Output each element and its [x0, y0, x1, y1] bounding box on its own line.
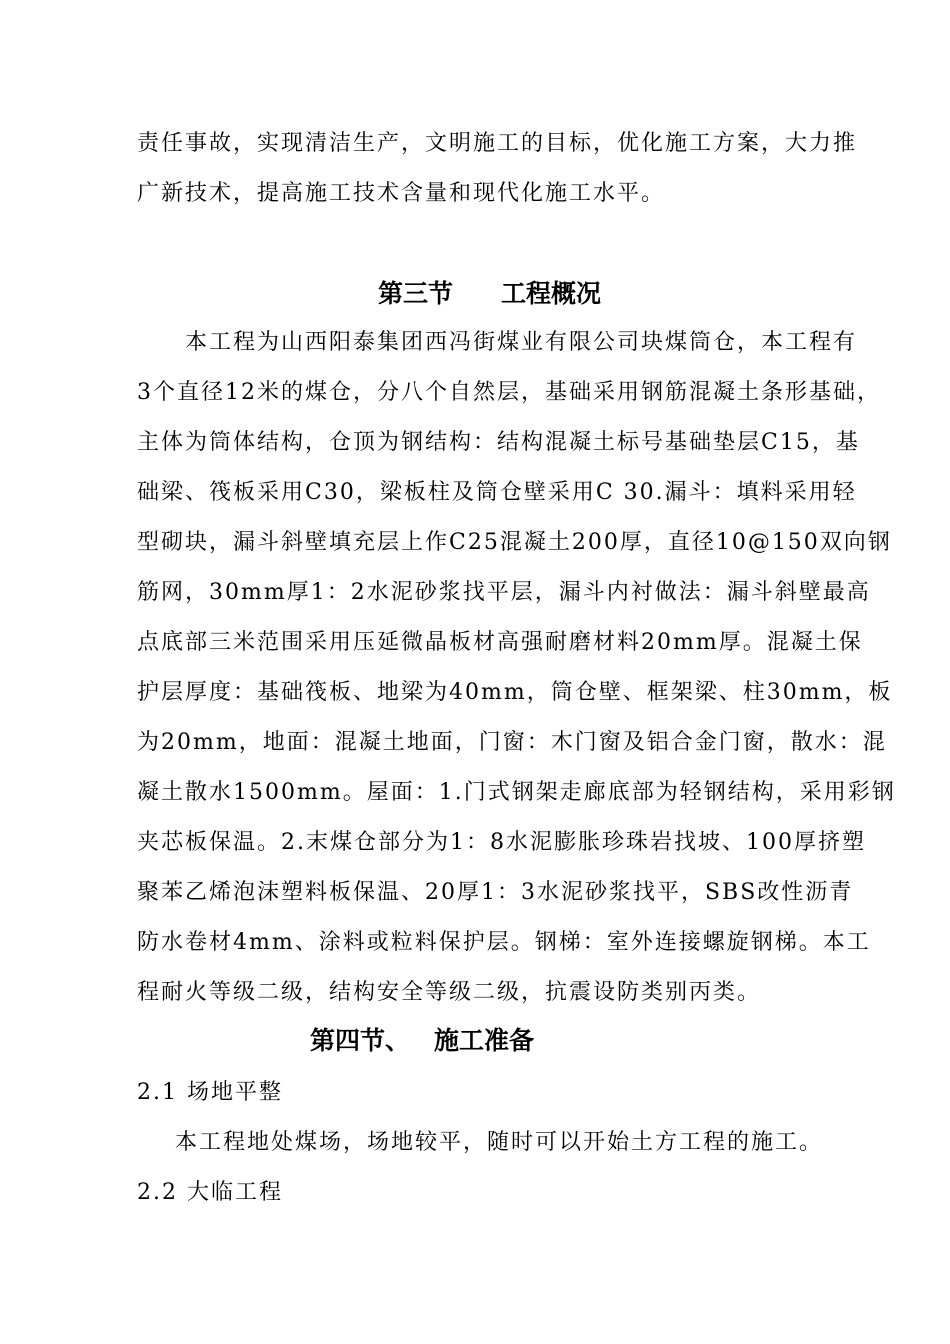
- paragraph-line: 本工程为山西阳泰集团西冯街煤业有限公司块煤筒仓，本工程有: [185, 330, 858, 355]
- paragraph-line: 凝土散水1500mm。屋面：1.门式钢架走廊底部为轻钢结构，采用彩钢: [137, 780, 896, 805]
- paragraph-line: 聚苯乙烯泡沫塑料板保温、20厚1：3水泥砂浆找平，SBS改性沥青: [137, 880, 854, 905]
- paragraph-line: 责任事故，实现清洁生产，文明施工的目标，优化施工方案，大力推: [137, 131, 858, 156]
- paragraph-line: 为20mm，地面：混凝土地面，门窗：木门窗及铝合金门窗，散水：混: [137, 730, 887, 755]
- section-number: 第三节: [378, 279, 454, 308]
- paragraph-line: 防水卷材4mm、涂料或粒料保护层。钢梯：室外连接螺旋钢梯。本工: [137, 930, 871, 955]
- section-heading: [310, 1025, 534, 1057]
- section-number: 第四节、: [310, 1026, 411, 1055]
- paragraph-line: 程耐火等级二级，结构安全等级二级，抗震设防类别丙类。: [137, 980, 762, 1005]
- section-title: 施工准备: [434, 1026, 535, 1055]
- subsection-heading: 2.2 大临工程: [137, 1180, 283, 1205]
- paragraph-line: 筋网，30mm厚1：2水泥砂浆找平层，漏斗内衬做法：漏斗斜壁最高: [137, 580, 871, 605]
- paragraph-line: 广新技术，提高施工技术含量和现代化施工水平。: [137, 181, 666, 206]
- paragraph-line: 本工程地处煤场，场地较平，随时可以开始土方工程的施工。: [175, 1130, 824, 1155]
- paragraph-line: 主体为筒体结构，仓顶为钢结构：结构混凝土标号基础垫层C15，基: [137, 430, 860, 455]
- paragraph-line: 3个直径12米的煤仓，分八个自然层，基础采用钢筋混凝土条形基础，: [137, 380, 881, 405]
- paragraph-line: 夹芯板保温。2.末煤仓部分为1：8水泥膨胀珍珠岩找坡、100厚挤塑: [137, 830, 866, 855]
- section-title: 工程概况: [501, 279, 602, 308]
- paragraph-line: 型砌块，漏斗斜壁填充层上作C25混凝土200厚，直径10@150双向钢: [137, 530, 892, 555]
- paragraph-line: 护层厚度：基础筏板、地梁为40mm，筒仓壁、框架梁、柱30mm，板: [137, 680, 893, 705]
- paragraph-line: 点底部三米范围采用压延微晶板材高强耐磨材料20mm厚。混凝土保: [137, 630, 863, 655]
- paragraph-line: 础梁、筏板采用C30，梁板柱及筒仓壁采用C 30.漏斗：填料采用轻: [137, 480, 857, 505]
- subsection-heading: 2.1 场地平整: [137, 1080, 283, 1105]
- section-heading: [378, 278, 601, 310]
